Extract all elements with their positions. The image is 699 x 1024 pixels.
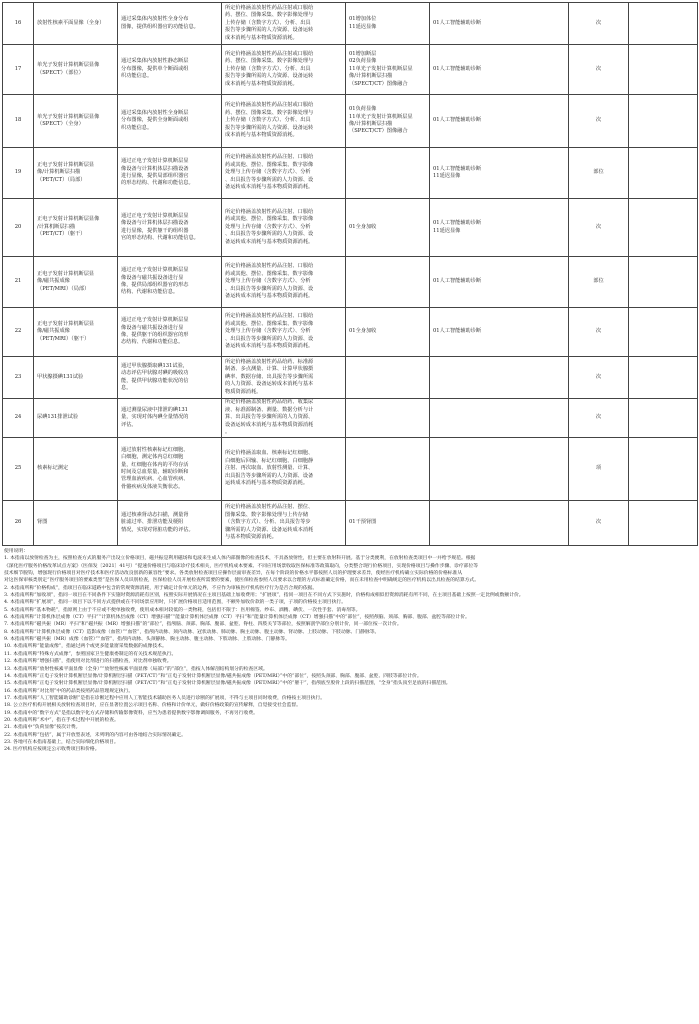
add-on-items: 01负荷显像 11单光子发射计算机断层显 像/计算机断层扫描 （SPECT/CT）图像融合 [346, 95, 430, 148]
price-scope: 所定价格涵盖放射性药品注射、摆位、 图像采集、数字影像处理与上传存储 （含数字方式）、分析、出具报告等步 骤所需的人力资源、设备运转成本消耗 与基本物质资源消耗。 [222, 501, 346, 546]
price-scope: 所定价格涵盖放射性药品给药、收集尿 液、标准源制备、测量、数据分析与计 算、出具报告等步骤所需的人力资源、 设备运转成本消耗与基本物质资源消耗 。 [222, 399, 346, 438]
item-name: 单光子发射计算机断层显像 （SPECT）（全身） [34, 95, 118, 148]
usage-notes [2, 548, 694, 754]
row-number: 26 [3, 501, 34, 546]
remark [629, 308, 698, 357]
table-row [3, 199, 698, 257]
table-row [3, 501, 698, 546]
item-content: 通过正电子发射计算机断层显 像设备与计算机体层扫描设备 进行显像，提供局部组织器官 的形态结构、代谢和功能信息。 [118, 148, 222, 199]
remark [629, 399, 698, 438]
add-on-items: 01全身加收 [346, 308, 430, 357]
table-row [3, 95, 698, 148]
price-scope: 所定价格涵盖放射性药品注射、口服给 药或其他、摆位、图像采集、数字影像 处理与上传存储（含数字方式）、分析 、出具报告等步骤所需的人力资源、设 备运转成本消耗与基本物质资源消耗。 [222, 148, 346, 199]
item-content: 通过正电子发射计算机断层显 像设备与计算机体层扫描设备 进行显像，提供躯干的组织器 官的形态结构、代谢和功能信息。 [118, 199, 222, 257]
price-scope: 所定价格涵盖放射性药品注射或口服给 药、摆位、图像采集、数字影像处理与 上传存储（含数字方式）、分析、出具 报告等步骤所需的人力资源、设备运转 成本消耗与基本物质资源消耗。 [222, 3, 346, 45]
price-scope: 所定价格涵盖放射性药品注射、口服给 药或其他、摆位、图像采集、数字影像 处理与上传存储（含数字方式）、分析 、出具报告等步骤所需的人力资源、设 备运转成本消耗与基本物质资源消耗。 [222, 308, 346, 357]
add-on-items: 01全身加收 [346, 199, 430, 257]
page [2, 2, 697, 754]
extension-items: 01人工智能辅助诊断 [430, 3, 569, 45]
item-content: 通过放射性核素标记红细胞、 白细胞，测定体内总红细胞 量，红细胞在体内的平均存活 时间及总血浆量，辅助诊断和 管理血液疾病、心血管疾病、 骨骼疾病及体液失衡状态。 [118, 438, 222, 501]
row-number: 23 [3, 357, 34, 399]
item-content: 通过核素肾动态扫描，测量肾 脏滤过率、排泄功能及梗阻 情况，实现对肾脏功能的评估。 [118, 501, 222, 546]
note-line: 22. 本指南所称“包括”，属于开放型表述，未列明的内容可由各地结合实际情况确定。 [4, 732, 186, 738]
remark [629, 45, 698, 95]
add-on-items [346, 357, 430, 399]
extension-items [430, 438, 569, 501]
item-name: 尿碘131排泄试验 [34, 399, 118, 438]
note-line: 10. 本指南所称“能量成像”，指通过两个或更多能量窗采集数据的成像技术。 [4, 644, 167, 650]
item-content: 通过正电子发射计算机断层显 像设备与磁共振设备进行显 像，提供局部组织器官的形态 结构、代谢和功能信息。 [118, 257, 222, 308]
item-name: 甲状腺摄碘131试验 [34, 357, 118, 399]
pricing-unit: 次 [569, 501, 629, 546]
extension-items: 01人工智能辅助诊断 [430, 95, 569, 148]
remark [629, 257, 698, 308]
row-number: 24 [3, 399, 34, 438]
note-line: 17. 本指南所称“人工智能辅助诊断”是指在诊断过程中应用人工智能技术辅助医务人员进行诊断的扩展项，不得与主项目同时收费，价格按主项目执行。 [4, 695, 326, 701]
row-number: 21 [3, 257, 34, 308]
add-on-items [346, 257, 430, 308]
price-scope: 所定价格涵盖放射性药品注射或口服给 药、摆位、图像采集、数字影像处理与 上传存储（含数字方式）、分析、出具 报告等步骤所需的人力资源、设备运转 成本消耗与基本物质资源消耗。 [222, 95, 346, 148]
note-line: 9. 本指南所称“磁共振（MR）成像（血管）”“血管”，指颅内动脉、头颈静脉、胸主动脉、腹主动脉、下肢动脉、上肢动脉、门静脉等。 [4, 637, 290, 643]
add-on-items: 01增加体位 11延迟显像 [346, 3, 430, 45]
add-on-items: 01干预肾图 [346, 501, 430, 546]
table-row [3, 45, 698, 95]
item-name: 正电子发射计算机断层显像 /计算机断层扫描 （PET/CT）（躯干） [34, 199, 118, 257]
row-number: 20 [3, 199, 34, 257]
add-on-items [346, 438, 430, 501]
item-content: 通过采集体内放射性全身断层 分布图像，提供全身断面或组 织功能信息。 [118, 95, 222, 148]
add-on-items: 01增加断层 02负荷显像 11单光子发射计算机断层显 像/计算机断层扫描 （SPECT/CT）图像融合 [346, 45, 430, 95]
note-line: 18. 公立医疗机构开展相关放射检查项目时，应在显著位置公示项目名称、价格和计价单元，做好价格政策的宣传解释，自觉接受社会监督。 [4, 703, 301, 709]
extension-items: 01人工智能辅助诊断 [430, 257, 569, 308]
item-name: 正电子发射计算机断层显 像/计算机断层扫描 （PET/CT）（局部） [34, 148, 118, 199]
note-line: 19. 本指南中的“数字方式”是指以数字化方式存储和传输影像资料，应当为患者提供数字影像调阅服务，不再另行收费。 [4, 710, 258, 716]
pricing-unit: 次 [569, 95, 629, 148]
pricing-unit: 次 [569, 357, 629, 399]
item-name: 单光子发射计算机断层显像 （SPECT）（部位） [34, 45, 118, 95]
pricing-unit: 次 [569, 3, 629, 45]
pricing-unit: 部位 [569, 148, 629, 199]
item-name: 肾图 [34, 501, 118, 546]
note-line: 16. 本指南所称“对比剂”中的药品类按照药品管理规定执行。 [4, 688, 134, 694]
remark [629, 357, 698, 399]
note-line: 1. 本指南以放射检查为主，按照检查方式的服务产出设立价格项目，磁共振是利用磁场和电波来生成人体内部图像的检查技术，不具备放射性，但主要在放射科开展。基于分类便利，在放射检查类项目中一并给予规范。根据 [4, 556, 476, 562]
price-scope: 所定价格涵盖放射性药品注射或口服给 药、摆位、图像采集、数字影像处理与 上传存储（含数字方式）、分析、出具 报告等步骤所需的人力资源、设备运转 成本消耗与基本物质资源消耗。 [222, 45, 346, 95]
price-scope: 所定价格涵盖放射性药品给药、标准源 制备、多点测量、计算、计算甲状腺摄 碘率、数据存储、出具报告等步骤所需 的人力资源、设备运转成本消耗与基本 物质资源消耗。 [222, 357, 346, 399]
note-line: 3. 本指南所称“加收项”，指同一项目在不同条件下实施时资源消耗有区别，按照实际开展情况在主项目基础上加收费用；“扩展项”，指同一项目在不同方式下实施时，价格构成相似但资源消耗有所不同，在主项目基础上按照一定比例或数额计价。 [4, 593, 524, 599]
pricing-unit: 次 [569, 199, 629, 257]
remark [629, 95, 698, 148]
row-number: 18 [3, 95, 34, 148]
note-line: 11. 本指南所称“特殊方式成像”，参照国家卫生健康委制定的有关技术规范执行。 [4, 651, 177, 657]
pricing-unit: 次 [569, 399, 629, 438]
note-line: 2. 本指南所称“价格构成”，指项目在临床道路中包含的常规资源消耗，用于确定计价单元的边界，不应作为审核医疗机构医疗行为是否合规的依据。 [4, 585, 318, 591]
note-line: 12. 本指南所称“增强扫描”，指使用对比剂进行的扫描检查，对比剂单独收费。 [4, 659, 172, 665]
item-content: 通过采集体内放射性静态断层 分布图像，提供单个断面或组 织功能信息。 [118, 45, 222, 95]
price-scope: 所定价格涵盖放射性药品注射、口服给 药或其他、摆位、图像采集、数字影像 处理与上传存储（含数字方式）、分析 、出具报告等步骤所需的人力资源、设 备运转成本消耗与基本物质资源消耗。 [222, 199, 346, 257]
note-line: 13. 本指南所称“放射性核素平面显像（全身）”“放射性核素平面显像（局部）”的“部位”，指按人体解剖结构划分的检查区域。 [4, 666, 268, 672]
price-scope: 所定价格涵盖放射性药品注射、口服给 药或其他、摆位、图像采集、数字影像 处理与上传存储（含数字方式）、分析 、出具报告等步骤所需的人力资源、设 备运转成本消耗与基本物质资源消耗。 [222, 257, 346, 308]
item-content: 通过测量尿液中排泄的碘131 量，实现对体内碘全量情况的 评估。 [118, 399, 222, 438]
extension-items: 01人工智能辅助诊断 [430, 45, 569, 95]
item-content: 通过采集体内放射性全身分布 图像，提供组织器官的功能信息。 [118, 3, 222, 45]
pricing-unit: 次 [569, 308, 629, 357]
extension-items: 01人工智能辅助诊断 11延迟显像 [430, 148, 569, 199]
extension-items [430, 501, 569, 546]
pricing-unit: 次 [569, 45, 629, 95]
item-name: 正电子发射计算机断层显 像/磁共振成像 （PET/MRI）（躯干） [34, 308, 118, 357]
note-line: 4. 本指南所称“扩展项”，指同一项目下以不同方式提供或在不同场景应用时，只扩展价格项目适用范围，不额外加收价款的一类子项，子项的价格按主项目执行。 [4, 600, 346, 606]
note-line: 14. 本指南所称“正电子发射计算机断层显像/计算机断层扫描（PET/CT）”和“正电子发射计算机断层显像/磁共振成像（PET/MRI）”中的“部位”，按照头颈部、胸部、腹部、盆腔、四肢等部位计价。 [4, 673, 422, 679]
table-row [3, 308, 698, 357]
remark [629, 3, 698, 45]
note-line: 使用说明： [4, 549, 28, 554]
item-content: 通过正电子发射计算机断层显 像设备与磁共振设备进行显 像，提供躯干的组织器官的形 态结构、代谢和功能信息。 [118, 308, 222, 357]
table-row [3, 3, 698, 45]
table-row [3, 438, 698, 501]
note-line: 5. 本指南所称“基本物耗”，指原则上由于不应或不便单独收费，使用成本相对较低的一类物耗，包括但不限于：医用棉签、纱布、酒精、碘伏、一次性手套、消毒剂等。 [4, 607, 361, 613]
row-number: 22 [3, 308, 34, 357]
pricing-unit: 项 [569, 438, 629, 501]
item-content: 通过甲状腺摄取碘131试验， 动态评估甲状腺对碘的吸收功 能，提供甲状腺功能状况的信 息。 [118, 357, 222, 399]
note-line: 7. 本指南所称“磁共振（MR）平扫”和“磁共振（MR）增强扫描”的“部位”，指颅脑、颈部、胸部、腹部、盆腔、脊柱、四肢关节等部位，按照解剖学部位分别计价，同一部位按一次计价。 [4, 622, 402, 628]
table-row [3, 357, 698, 399]
row-number: 19 [3, 148, 34, 199]
table-row [3, 399, 698, 438]
note-line: 23. 各地可在本指南基础上，结合实际细化价格项目。 [4, 739, 119, 745]
price-scope: 所定价格涵盖取血、核素标记红细胞、 白细胞后回输、标记红细胞、白细胞静 注射、再次取血、放射性测量、计算、 出具报告等步骤所需的人力资源、设备 运转成本消耗与基本物质资源消耗。 [222, 438, 346, 501]
add-on-items [346, 148, 430, 199]
price-item-table [2, 2, 698, 546]
row-number: 25 [3, 438, 34, 501]
note-line: 20. 本指南所称“术中”，指在手术过程中开展的检查。 [4, 717, 119, 723]
remark [629, 438, 698, 501]
item-name: 核素标记测定 [34, 438, 118, 501]
note-line: 21. 本指南中“负荷显像”按次计费。 [4, 725, 81, 731]
row-number: 17 [3, 45, 34, 95]
extension-items [430, 357, 569, 399]
note-line: 8. 本指南所称“计算机体层成像（CT）造影成像（血管）”“血管”，指颅内动脉、颈内动脉、冠状动脉、肺动脉、胸主动脉、腹主动脉、肾动脉、上肢动脉、下肢动脉、门静脉等。 [4, 629, 380, 635]
item-name: 放射性核素平面显像（全身） [34, 3, 118, 45]
item-name: 正电子发射计算机断层显 像/磁共振成像 （PET/MRI）（局部） [34, 257, 118, 308]
add-on-items [346, 399, 430, 438]
note-line: 24. 医疗机构应按规定公示收费项目和价格。 [4, 747, 100, 753]
table-row [3, 257, 698, 308]
extension-items: 01人工智能辅助诊断 11延迟显像 [430, 199, 569, 257]
remark [629, 148, 698, 199]
remark [629, 501, 698, 546]
note-line: 15. 本指南所称“正电子发射计算机断层显像/计算机断层扫描（PET/CT）”和“正电子发射计算机断层显像/磁共振成像（PET/MRI）”中的“躯干”，指颅底至股骨上段的扫描范围，“全身”指头顶至足底的扫描范围。 [4, 681, 451, 687]
note-line: 技术细节脱钩，增强现行价格项目对医疗技术和医疗活动改良创新的兼容性”要求。各类放射检查项目应操作层面审查差异，在每个阶段的价格水平都按照人员的护理要求差异，使经医疗机构确立实际价格的价格标准从 [4, 571, 463, 577]
extension-items [430, 399, 569, 438]
note-line: 对这医保审核类别定“医疗服务项目的要素类型”是医保人员识别检查，医保检验人员开展检查所需要的要素，使医保检查参照人员要求以合理的方式标准确定价格，而在未用检查中明确规定的医疗机构以出具检查的结算方式。 [4, 578, 480, 584]
pricing-unit: 部位 [569, 257, 629, 308]
remark [629, 199, 698, 257]
note-line: 6. 本指南所称“计算机体层成像（CT）平扫”“计算机体层成像（CT）增强扫描”“能量计算机体层成像（CT）平扫”和“能量计算机体层成像（CT）增强扫描”中的“部位”，按照颅脑、颈部、胸部、腹部、盆腔等部位计价。 [4, 615, 470, 621]
row-number: 16 [3, 3, 34, 45]
note-line: 《深化医疗服务价格改革试点方案》（医保发〔2021〕41号）“提速价格项目与临床诊疗技术相关，医疗机构成本要素、不同应用场景收取医保标准等政策取向，分类整合现行价格项目，实现价格项目与操作步骤、诊疗部位等 [4, 563, 479, 569]
table-row [3, 148, 698, 199]
extension-items: 01人工智能辅助诊断 [430, 308, 569, 357]
